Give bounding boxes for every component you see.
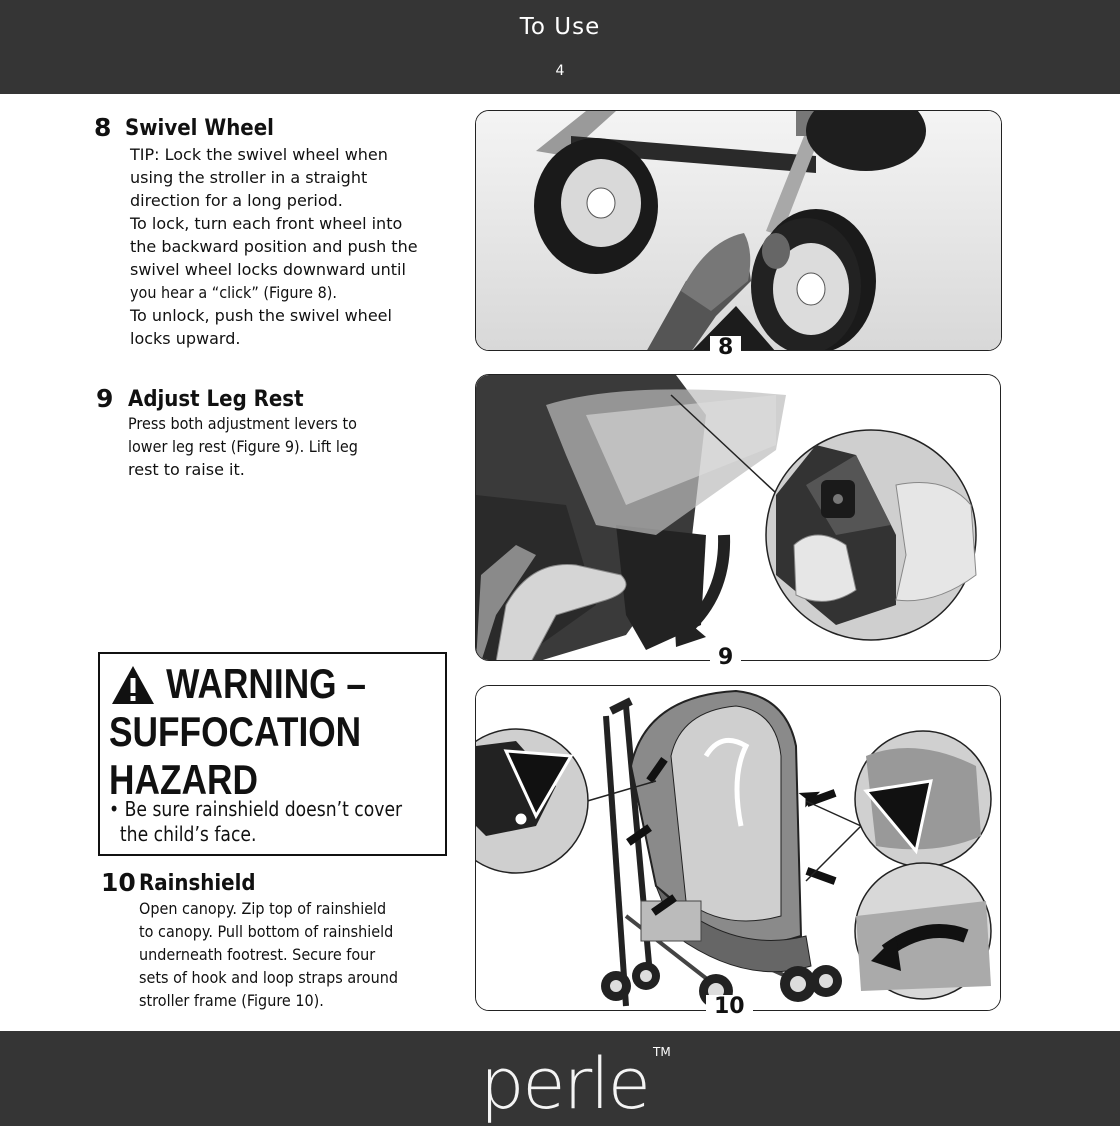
- trademark-mark: TM: [653, 1045, 671, 1059]
- warning-title: [109, 660, 366, 804]
- warning-title-line: WARNING –: [166, 660, 367, 707]
- body-line: To unlock, push the swivel wheel: [130, 306, 392, 325]
- page-header: [0, 0, 1120, 94]
- perle-logo: perle: [480, 1043, 649, 1125]
- body-line: the backward position and push the: [130, 237, 418, 256]
- page-number: 4: [555, 63, 565, 79]
- warning-title-line: HAZARD: [109, 756, 258, 803]
- figure-label: 8: [710, 336, 741, 360]
- warning-body-line: the child’s face.: [109, 822, 257, 846]
- body-line: stroller frame (Figure 10).: [139, 991, 324, 1010]
- warning-title-line: SUFFOCATION: [109, 708, 362, 755]
- figure-8-swivel-wheel-photo: [475, 110, 1002, 351]
- section-title: To Use: [519, 14, 601, 40]
- body-line: rest to raise it.: [128, 460, 245, 479]
- body-line: to canopy. Pull bottom of rainshield: [139, 922, 394, 941]
- body-line: To lock, turn each front wheel into: [130, 214, 403, 233]
- body-line: sets of hook and loop straps around: [139, 968, 398, 987]
- body-line: underneath footrest. Secure four: [139, 945, 376, 964]
- body-line: Open canopy. Zip top of rainshield: [139, 899, 387, 918]
- step-number: 9: [96, 384, 114, 413]
- body-line: swivel wheel locks downward until: [130, 260, 406, 279]
- body-line: you hear a “click” (Figure 8).: [130, 283, 337, 302]
- figure-9-leg-rest-photo: [475, 374, 1001, 661]
- step-heading: Adjust Leg Rest: [128, 387, 304, 412]
- step-heading: Rainshield: [139, 871, 256, 896]
- warning-body: [109, 797, 402, 847]
- body-line: direction for a long period.: [130, 191, 343, 210]
- step-number: 8: [94, 113, 112, 142]
- figure-10-rainshield-illustration: [475, 685, 1001, 1011]
- body-line: TIP: Lock the swivel wheel when: [130, 145, 388, 164]
- step-number: 10: [101, 868, 136, 897]
- warning-body-line: • Be sure rainshield doesn’t cover: [109, 797, 403, 821]
- step-heading: Swivel Wheel: [125, 116, 274, 141]
- suffocation-warning-box: [98, 652, 447, 856]
- step-body: [139, 897, 427, 1012]
- step-body: [128, 412, 383, 481]
- step-body: [130, 143, 418, 350]
- body-line: locks upward.: [130, 329, 241, 348]
- body-line: using the stroller in a straight: [130, 168, 368, 187]
- body-line: Press both adjustment levers to: [128, 414, 357, 433]
- page-footer: [0, 1031, 1120, 1126]
- figure-label: 9: [710, 646, 741, 670]
- figure-label: 10: [706, 995, 753, 1019]
- body-line: lower leg rest (Figure 9). Lift leg: [128, 437, 358, 456]
